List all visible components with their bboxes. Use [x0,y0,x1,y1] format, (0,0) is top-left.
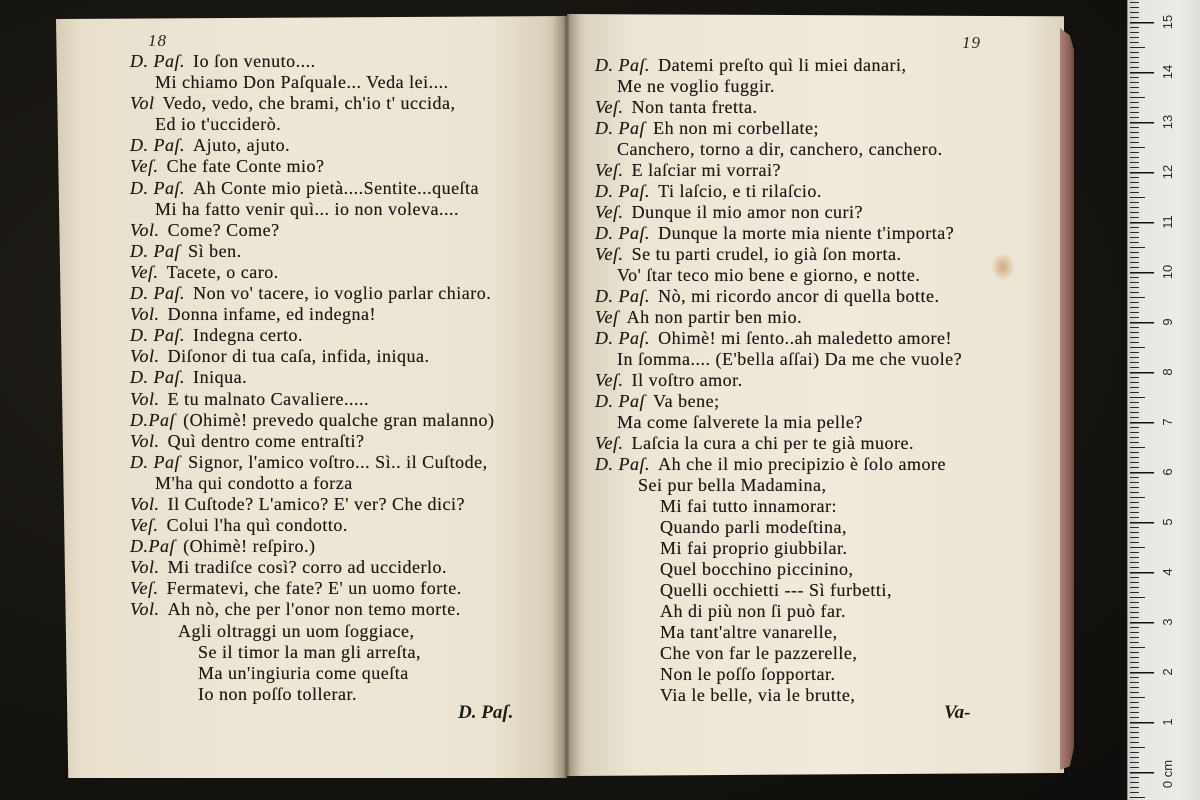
speaker-label: Veſ [595,307,619,327]
line-text: Vedo, vedo, che brami, ch'io t' uccida, [162,93,456,114]
libretto-line [130,114,494,135]
libretto-line [130,389,494,410]
aria-verse-line [595,517,962,538]
line-text: Agli oltraggi un uom ſoggiace, [178,620,415,641]
line-text: Ma tant'altre vanarelle, [660,622,838,642]
line-text: Ma un'ingiuria come queſta [198,662,409,683]
line-text: Quando parli modeſtina, [660,517,847,537]
ruler-zero-label: 0 cm [1160,759,1175,789]
aria-verse-line [595,643,962,664]
line-text: Mi tradiſce così? corro ad ucciderlo. [167,557,447,578]
libretto-line [595,370,962,391]
speaker-label: D. Paſ [130,240,180,261]
libretto-line [130,93,494,114]
page-block-edge [1060,28,1074,770]
libretto-line [595,139,962,160]
speaker-label: Vol. [130,599,160,620]
speaker-label: D. Paſ. [130,283,185,304]
libretto-line [595,118,962,139]
libretto-line [595,307,962,328]
aria-verse-line [595,622,962,643]
line-text: Dunque la morte mia niente t'importa? [658,223,955,243]
line-text: Il Cuſtode? L'amico? E' ver? Che dici? [167,493,465,514]
aria-verse-line [595,496,962,517]
line-text: Ah Conte mio pietà....Sentite...queſta [193,177,480,198]
line-text: Donna infame, ed indegna! [167,304,377,325]
speaker-label: D. Paſ [595,118,645,138]
speaker-label: Vol. [130,493,160,514]
speaker-label: Veſ. [130,156,159,177]
speaker-label: D. Paſ. [130,135,185,156]
speaker-label: Vol. [130,430,160,451]
line-text: Diſonor di tua caſa, infida, iniqua. [167,346,430,367]
line-text: Come? Come? [167,219,280,240]
libretto-line [130,599,494,620]
speaker-label: D. Paſ. [595,286,650,306]
ruler-label: 14 [1160,64,1175,80]
libretto-line [595,328,962,349]
aria-verse-line [595,601,962,622]
speaker-label: Vol [130,93,155,114]
line-text: Va bene; [653,391,720,411]
libretto-line [130,367,494,388]
libretto-line [130,431,494,452]
speaker-label: D.Paſ [130,409,175,430]
libretto-line [130,283,494,304]
line-text: Datemi preſto quì li miei danari, [658,55,907,75]
libretto-line [130,262,494,283]
ruler-label: 15 [1160,14,1175,30]
speaker-label: D. Paſ. [595,181,650,201]
line-text: Dunque il mio amor non curi? [631,202,864,222]
ruler-label: 13 [1160,114,1175,130]
line-text: Colui l'ha quì condotto. [166,515,348,536]
line-text: Ma come ſalverete la mia pelle? [617,412,863,432]
right-page-text [595,55,962,706]
line-text: Sì ben. [188,240,242,261]
foxing-stain [992,254,1014,280]
line-text: Mi ha fatto venir quì... io non voleva.... [155,198,459,219]
line-text: Non tanta fretta. [631,97,758,117]
line-text: Fermatevi, che fate? E' un uomo forte. [166,578,462,599]
right-catchword: Va- [944,702,971,723]
libretto-line [595,202,962,223]
libretto-line [595,286,962,307]
libretto-line [130,325,494,346]
line-text: In ſomma.... (E'bella aſſai) Da me che vuole? [617,349,963,369]
line-text: Io non poſſo tollerar. [198,683,357,704]
line-text: Ohimè! mi ſento..ah maledetto amore! [658,328,952,348]
speaker-label: D.Paſ [130,536,175,557]
line-text: Vo' ſtar teco mio bene e giorno, e notte. [617,265,921,285]
aria-verse-line [130,621,494,642]
right-page-number: 19 [962,33,981,52]
speaker-label: Veſ. [595,202,624,222]
libretto-line [130,346,494,367]
line-text: E tu malnato Cavaliere..... [167,388,370,409]
speaker-label: Veſ. [595,160,624,180]
aria-verse-line [130,684,494,705]
line-text: Canchero, torno a dir, canchero, canchero. [617,139,943,159]
line-text: E laſciar mi vorrai? [631,160,782,180]
line-text: Io ſon venuto.... [193,51,316,71]
libretto-line [130,452,494,473]
libretto-line [130,72,494,93]
left-page-number: 18 [148,31,167,50]
line-text: Nò, mi ricordo ancor di quella botte. [658,286,940,306]
libretto-line [130,410,494,431]
line-text: Sei pur bella Madamina, [638,475,827,495]
ruler-label: 12 [1160,164,1175,180]
aria-verse-line [130,642,494,663]
ruler-label: 1 [1160,718,1175,726]
line-text: Mi fai tutto innamorar: [660,496,837,516]
line-text: Il voſtro amor. [631,370,743,390]
speaker-label: Veſ. [595,97,624,117]
speaker-label: D. Paſ. [130,367,185,388]
libretto-line [130,536,494,557]
line-text: Mi fai proprio giubbilar. [660,538,848,558]
speaker-label: Veſ. [595,370,624,390]
speaker-label: D. Paſ. [130,177,185,198]
aria-verse-line [595,538,962,559]
ruler-label: 10 [1160,264,1175,280]
speaker-label: Vol. [130,219,160,240]
speaker-label: D. Paſ. [130,51,185,71]
line-text: Via le belle, via le brutte, [660,685,856,705]
speaker-label: Vol. [130,557,160,578]
line-text: Quì dentro come entraſti? [167,430,365,451]
speaker-label: Veſ. [130,261,159,282]
libretto-line [130,304,494,325]
ruler-label: 6 [1160,468,1175,476]
libretto-line [595,433,962,454]
speaker-label: Veſ. [130,515,159,536]
speaker-label: Veſ. [595,433,624,453]
libretto-line [130,515,494,536]
aria-verse-line [595,664,962,685]
speaker-label: D. Paſ [130,451,180,472]
libretto-line [130,557,494,578]
speaker-label: Veſ. [595,244,624,264]
libretto-line [130,178,494,199]
line-text: Mi chiamo Don Paſquale... Veda lei.... [155,72,449,93]
ruler-label: 7 [1160,418,1175,426]
line-text: Se tu parti crudel, io già ſon morta. [631,244,902,264]
book-gutter [552,14,580,779]
libretto-line [595,391,962,412]
speaker-label: D. Paſ. [595,328,650,348]
speaker-label: Veſ. [130,578,159,599]
line-text: Che fate Conte mio? [166,156,325,177]
libretto-line [595,223,962,244]
libretto-line [595,454,962,475]
line-text: Ti laſcio, e ti rilaſcio. [658,181,822,201]
ruler-label: 5 [1160,518,1175,526]
libretto-line [130,199,494,220]
line-text: Ah non partir ben mio. [626,307,803,327]
ruler-label: 9 [1160,318,1175,326]
line-text: Signor, l'amico voſtro... Sì.. il Cuſtode, [188,451,488,472]
libretto-line [130,220,494,241]
left-page-text [130,51,494,705]
libretto-line [595,412,962,433]
libretto-line [595,55,962,76]
line-text: Quelli occhietti --- Sì furbetti, [660,580,892,600]
speaker-label: Vol. [130,304,160,325]
line-text: Che von far le pazzerelle, [660,643,858,663]
libretto-line [595,244,962,265]
libretto-line [130,494,494,515]
libretto-line [130,578,494,599]
libretto-line [595,76,962,97]
line-text: Quel bocchino piccinino, [660,559,854,579]
line-text: (Ohimè! reſpiro.) [183,536,316,557]
aria-verse-line [595,559,962,580]
line-text: Ah che il mio precipizio è ſolo amore [658,454,947,474]
speaker-label: D. Paſ [595,391,645,411]
libretto-line [130,135,494,156]
libretto-line [595,265,962,286]
libretto-line [130,241,494,262]
line-text: Ed io t'ucciderò. [155,114,282,135]
line-text: Non vo' tacere, io voglio parlar chiaro. [193,283,492,304]
ruler-label: 2 [1160,668,1175,676]
line-text: (Ohimè! prevedo qualche gran malanno) [183,409,495,430]
aria-verse-line [595,475,962,496]
ruler-label: 8 [1160,368,1175,376]
libretto-line [130,473,494,494]
libretto-line [595,160,962,181]
line-text: Indegna certo. [193,325,304,346]
ruler-cm-ticks [1130,0,1154,800]
line-text: Iniqua. [193,367,248,388]
line-text: Me ne voglio fuggir. [617,76,775,96]
speaker-label: D. Paſ. [595,55,650,75]
libretto-line [595,349,962,370]
line-text: Ah nò, che per l'onor non temo morte. [167,599,461,620]
ruler-label: 4 [1160,568,1175,576]
speaker-label: D. Paſ. [595,454,650,474]
ruler-label: 11 [1160,215,1175,229]
libretto-line [595,181,962,202]
line-text: Tacete, o caro. [166,261,279,282]
ruler-label: 3 [1160,618,1175,626]
aria-verse-line [595,685,962,706]
line-text: M'ha qui condotto a forza [155,472,353,493]
speaker-label: Vol. [130,346,160,367]
line-text: Ajuto, ajuto. [193,135,291,156]
libretto-line [595,97,962,118]
line-text: Laſcia la cura a chi per te già muore. [631,433,914,453]
libretto-line [130,156,494,177]
speaker-label: D. Paſ. [130,325,185,346]
speaker-label: D. Paſ. [595,223,650,243]
speaker-label: Vol. [130,388,160,409]
left-catchword: D. Paſ. [458,702,514,723]
aria-verse-line [595,580,962,601]
line-text: Ah di più non ſi può far. [660,601,846,621]
aria-verse-line [130,663,494,684]
line-text: Se il timor la man gli arreſta, [198,641,421,662]
line-text: Non le poſſo ſopportar. [660,664,836,684]
libretto-line [130,51,494,72]
line-text: Eh non mi corbellate; [653,118,820,138]
